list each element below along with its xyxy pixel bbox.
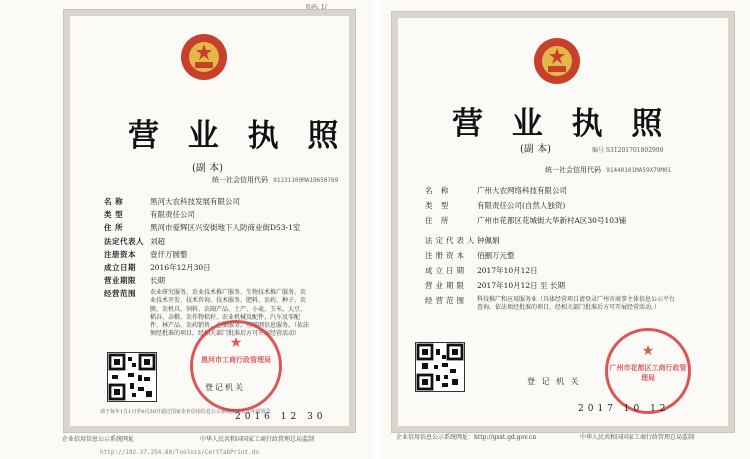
official-seal	[605, 328, 691, 414]
field-label: 经营范围	[425, 296, 467, 305]
registration-authority: 登记机关	[205, 383, 245, 392]
license-subtitle: (副 本)	[520, 144, 551, 155]
official-seal	[190, 320, 282, 412]
field-value: 有限责任公司	[150, 210, 195, 219]
field-label: 住 所	[104, 223, 124, 232]
serial-number: 编号 S31201701802990	[592, 147, 664, 154]
field-value: 2017年10月12日 至 长期	[477, 281, 565, 290]
credit-code-label: 统一社会信用代码	[545, 166, 601, 174]
field-capital	[425, 250, 515, 261]
credit-code-value: 91440101MA59X79M01	[606, 167, 672, 174]
license-title: 营 业 执 照	[452, 106, 672, 142]
field-label: 法定代表人	[104, 237, 144, 246]
seal-star-icon: ★	[641, 343, 655, 359]
field-label: 住 所	[425, 216, 452, 225]
seal-star-icon: ★	[229, 335, 243, 351]
field-value: 有限责任公司(自然人独资)	[477, 201, 566, 210]
field-address	[104, 222, 300, 233]
field-legal-rep	[104, 236, 165, 247]
field-term	[104, 275, 165, 286]
field-value: 2017年10月12日	[477, 266, 538, 275]
issue-date: 2017 10 12	[578, 404, 670, 414]
field-value: 钟佩娟	[477, 236, 500, 245]
field-term	[425, 280, 565, 291]
footer-website-label: 企业信用信息公示系统网址	[62, 436, 135, 443]
qr-code-icon	[415, 342, 465, 392]
credit-code-line	[545, 165, 671, 175]
field-legal-rep	[425, 235, 500, 246]
footer-website: 企业信用信息公示系统网址：http://gsxt.gd.gov.cn	[396, 434, 537, 441]
field-scope	[425, 295, 477, 306]
field-value: 佰捌万元整	[477, 251, 515, 260]
field-value: 广州市花都区花城街大华新村A区30号103铺	[477, 216, 627, 225]
field-label: 注册资本	[425, 251, 467, 260]
field-value: 黑河大农科技发展有限公司	[150, 197, 240, 206]
footer-supervisor: 中华人民共和国国家工商行政管理总局监制	[580, 434, 695, 441]
field-value: 壹仟万圆整	[150, 250, 188, 259]
national-emblem-icon	[532, 36, 582, 86]
field-type	[104, 209, 195, 220]
field-address	[425, 215, 626, 226]
field-label: 成立日期	[104, 263, 136, 272]
license-left	[0, 0, 374, 459]
field-label: 类 型	[104, 210, 124, 219]
field-value: 黑河市爱辉区兴安街地下人防商业街D53-1室	[150, 223, 301, 232]
field-value: 刘超	[150, 237, 165, 246]
field-established	[425, 265, 538, 276]
field-type	[425, 200, 565, 211]
field-label: 注册资本	[104, 250, 136, 259]
field-capital	[104, 249, 188, 260]
seal-text: 广州市花都区工商行政管理局	[609, 363, 687, 382]
field-label: 经营范围	[104, 289, 136, 298]
field-label: 营业期限	[104, 276, 136, 285]
field-label: 成立日期	[425, 266, 467, 275]
national-emblem-icon	[179, 32, 229, 82]
field-label: 营业期限	[425, 281, 467, 290]
qr-code-icon	[107, 352, 157, 402]
registration-authority: 登 记 机 关	[527, 377, 581, 386]
credit-code-value: 91231100MA19650769	[273, 177, 339, 184]
field-established	[104, 262, 211, 273]
business-scope-text: 农业研究服务、农业技术推广服务、生物技术推广服务、农业技术开发、技术咨询、技术服务、肥料、农药、种子、农膜、农机具、饲料、农副产品、土产、小麦、玉米、大豆、稻谷、杂粮、农作物秸秆、农业机械及配件、汽车及零配件、林产品、农药销售、仓储服务、互联网信息服务。（依法须经批准的项目，经相关部门批准后方可开展经营活动）	[150, 289, 310, 338]
page-number: 页码: 1/	[305, 4, 327, 11]
field-value: 广州大农网络科技有限公司	[477, 186, 567, 195]
footer-supervisor: 中华人民共和国国家工商行政管理总局监制	[200, 436, 315, 443]
field-scope	[104, 288, 150, 299]
field-label: 类 型	[425, 201, 452, 210]
license-subtitle: (副 本)	[192, 163, 223, 174]
field-name	[425, 185, 567, 196]
field-label: 名 称	[425, 186, 452, 195]
field-label: 法定代表人	[425, 236, 478, 245]
seal-text: 黑河市工商行政管理局	[201, 355, 271, 364]
credit-code-label: 统一社会信用代码	[212, 176, 268, 184]
field-value: 2016年12月30日	[150, 263, 211, 272]
business-scope-text: 科技推广和应用服务业（具体经营项目请登录广州市商事主体信息公示平台查询。依法须经批准的项目，经相关部门批准后方可开展经营活动。）	[477, 296, 676, 312]
license-right	[380, 0, 750, 459]
footer-url[interactable]: http://192.37.254.80/Toolois/CertTabPrint.do	[100, 449, 259, 456]
field-name	[104, 196, 240, 207]
field-value: 长期	[150, 276, 165, 285]
annual-report-note: 请于每年1月1日至6月30日通过国家企业信用信息公示系统报送公示年度报告	[100, 409, 271, 415]
license-title: 营 业 执 照	[128, 118, 348, 154]
credit-code-line	[212, 175, 338, 185]
field-label: 名 称	[104, 197, 124, 206]
issue-date: 2016 12 30	[235, 412, 327, 422]
